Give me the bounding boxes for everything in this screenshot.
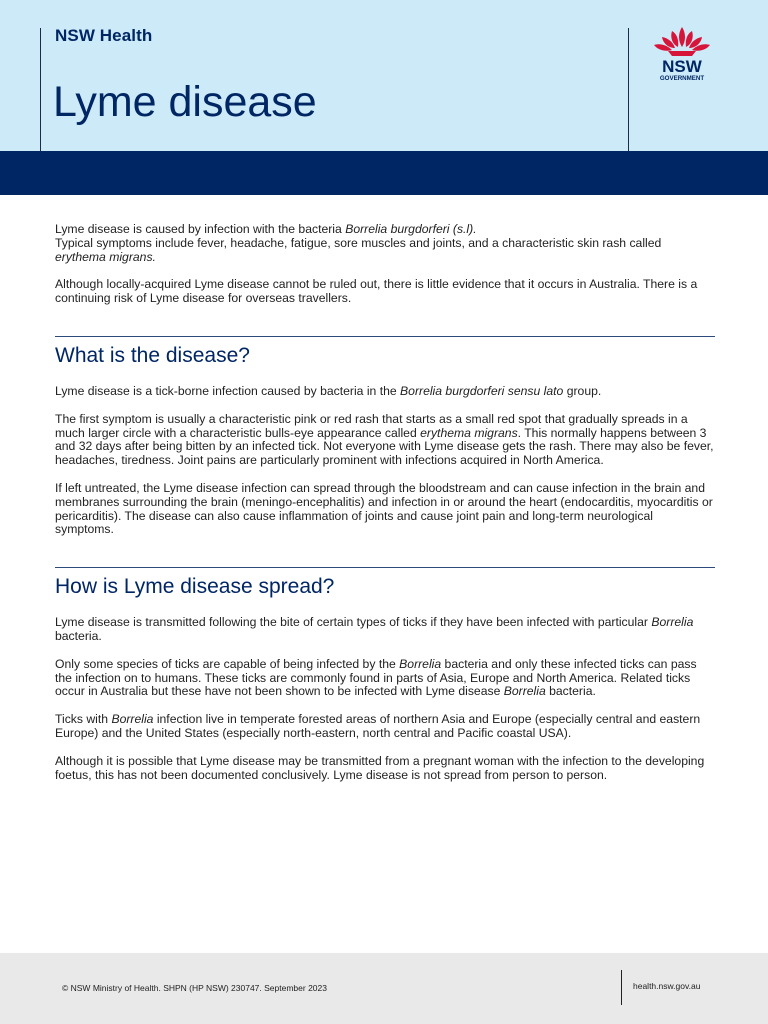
text-run: Although locally-acquired Lyme disease cannot be ruled out, there is little evidence that it occurs in Australia. There is a continuing risk of Lyme disease for overseas travellers.: [55, 277, 698, 306]
text-run: If left untreated, the Lyme disease infection can spread through the bloodstream and can cause infection in the brain and membranes surrounding the brain (meningo-encephalitis) and infection in or around the heart (endocarditis, myocarditis or pericarditis). The disease can also cause inflammation of joints and cause joint pain and long-term neurological symptoms.: [55, 480, 713, 537]
italic-run: erythema migrans: [420, 425, 518, 440]
italic-run: Borrelia burgdorferi sensu lato: [400, 383, 564, 398]
section-divider: [55, 567, 715, 568]
text-run: Lyme disease is transmitted following the bite of certain types of ticks if they have been infected with particular: [55, 615, 652, 630]
section2-paragraph-4: [55, 755, 715, 783]
header-divider-left: [40, 28, 41, 151]
website-link[interactable]: health.nsw.gov.au: [633, 981, 701, 991]
header-band: [0, 151, 768, 195]
page-title: Lyme disease: [53, 78, 317, 126]
text-run: . This normally happens between 3 and 32 days after being bitten by an infected tick. Not everyone with Lyme disease gets the rash. There may also be fever, headaches, tiredness. Joint pains are particularly prominent with infections acquired in North America.: [55, 425, 714, 468]
header-banner: [0, 0, 768, 151]
text-run: bacteria.: [545, 684, 596, 699]
copyright-notice: © NSW Ministry of Health. SHPN (HP NSW) 230747. September 2023: [62, 983, 327, 993]
waratah-icon: [654, 27, 710, 56]
section2-paragraph-3: [55, 713, 715, 741]
section1-paragraph-3: [55, 482, 715, 537]
text-run: Although it is possible that Lyme disease may be transmitted from a pregnant woman with the infection to the developing foetus, this has not been documented conclusively. Lyme disease is not spread from person to person.: [55, 753, 705, 782]
section-how-spread: [55, 567, 715, 782]
text-run: bacteria.: [55, 628, 102, 643]
section-divider: [55, 336, 715, 337]
logo-text-government: GOVERNMENT: [659, 75, 705, 82]
footer-divider: [621, 970, 622, 1005]
intro-paragraph-1: [55, 223, 715, 264]
section-what-is: [55, 336, 715, 537]
nsw-government-logo: [650, 25, 714, 83]
header-divider-right: [628, 28, 629, 151]
italic-run: Borrelia burgdorferi (s.l).: [345, 222, 477, 236]
intro-paragraph-2: [55, 278, 715, 306]
italic-run: Borrelia: [111, 712, 154, 727]
text-run: Ticks with: [55, 712, 112, 727]
text-run: Typical symptoms include fever, headache, fatigue, sore muscles and joints, and a characteristic skin rash called: [55, 235, 662, 250]
text-run: Only some species of ticks are capable of being infected by the: [55, 656, 400, 671]
italic-run: erythema migrans.: [55, 249, 156, 264]
section2-paragraph-1: [55, 616, 715, 644]
text-run: group.: [563, 383, 602, 398]
italic-run: Borrelia: [503, 684, 546, 699]
text-run: Lyme disease is caused by infection with the bacteria: [55, 222, 346, 236]
text-run: bacteria and only these infected ticks can pass the infection on to humans. These ticks are commonly found in parts of Asia, Europe and North America. Related ticks occur in Australia but these have not been shown to be infected with Lyme disease: [55, 656, 697, 699]
logo-text-nsw: NSW: [662, 57, 702, 76]
italic-run: Borrelia: [399, 656, 442, 671]
organisation-name: NSW Health: [55, 26, 153, 45]
text-run: Lyme disease is a tick-borne infection caused by bacteria in the: [55, 383, 401, 398]
text-run: infection live in temperate forested areas of northern Asia and Europe (especially central and eastern Europe) and the United States (especially north-eastern, north central and Pacific coastal USA).: [55, 712, 701, 740]
section1-paragraph-2: [55, 413, 715, 468]
section1-paragraph-1: [55, 385, 715, 399]
main-content: [55, 223, 715, 796]
footer: [0, 953, 768, 1024]
italic-run: Borrelia: [651, 615, 694, 630]
section-heading: How is Lyme disease spread?: [55, 575, 335, 599]
text-run: The first symptom is usually a characteristic pink or red rash that starts as a small red spot that gradually spreads in a much larger circle with a characteristic bulls-eye appearance called: [55, 411, 688, 440]
section-heading: What is the disease?: [55, 343, 250, 367]
section2-paragraph-2: [55, 658, 715, 699]
